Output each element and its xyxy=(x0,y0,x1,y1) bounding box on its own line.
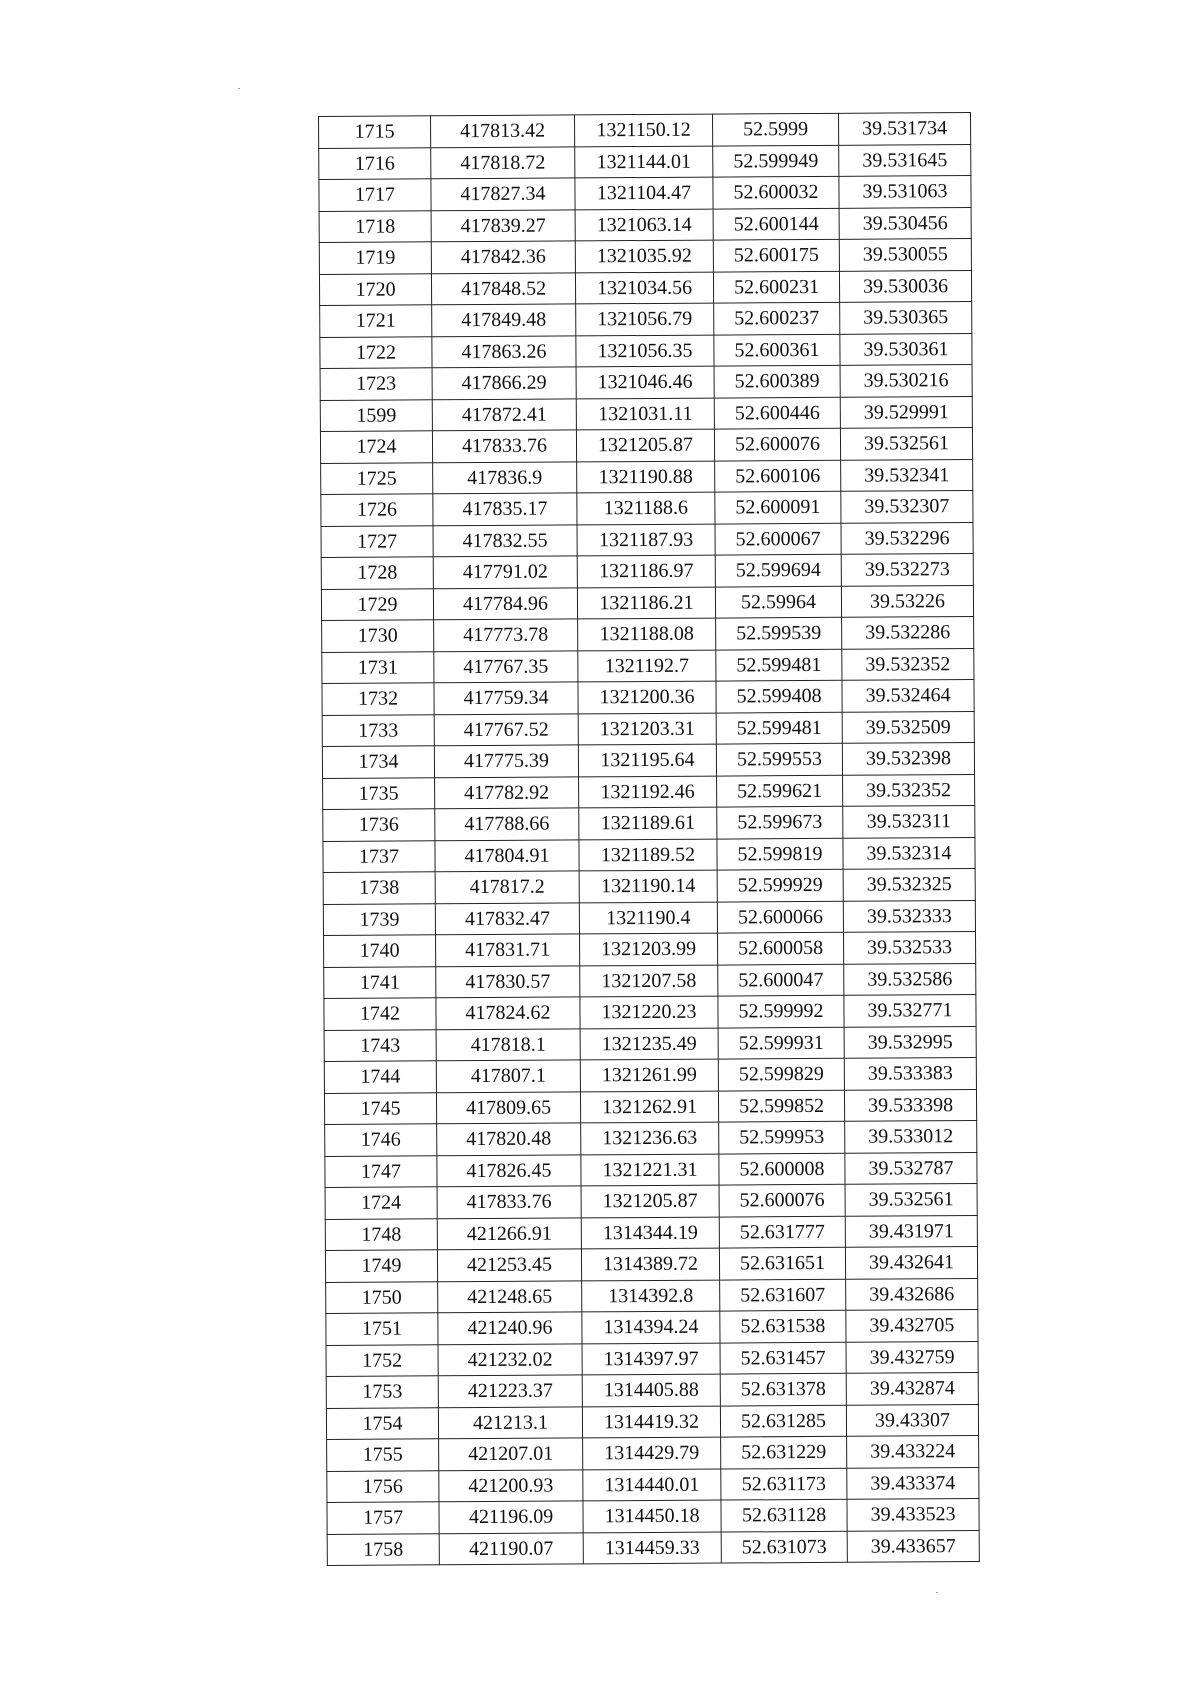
table-row xyxy=(323,774,975,809)
latitude-cell: 52.631229 xyxy=(721,1436,847,1468)
point-number-cell: 1754 xyxy=(326,1407,438,1439)
point-number-cell: 1752 xyxy=(326,1344,438,1376)
x-coordinate-cell: 421223.37 xyxy=(438,1375,582,1407)
point-number-cell: 1717 xyxy=(319,179,431,211)
table-row xyxy=(327,1498,979,1533)
x-coordinate-cell: 417830.57 xyxy=(436,965,580,997)
latitude-cell: 52.631285 xyxy=(720,1405,846,1437)
x-coordinate-cell: 417791.02 xyxy=(433,556,577,588)
table-row xyxy=(322,617,974,652)
point-number-cell: 1599 xyxy=(320,399,432,431)
x-coordinate-cell: 417782.92 xyxy=(435,776,579,808)
x-coordinate-cell: 417839.27 xyxy=(431,209,575,241)
point-number-cell: 1742 xyxy=(324,998,436,1030)
x-coordinate-cell: 417804.91 xyxy=(435,839,579,871)
y-coordinate-cell: 1314392.8 xyxy=(582,1280,720,1312)
latitude-cell: 52.631538 xyxy=(720,1310,846,1342)
longitude-cell: 39.532314 xyxy=(843,837,975,869)
longitude-cell: 39.533012 xyxy=(845,1120,977,1152)
x-coordinate-cell: 417807.1 xyxy=(436,1060,580,1092)
table-row xyxy=(321,585,973,620)
point-number-cell: 1716 xyxy=(319,147,431,179)
latitude-cell: 52.600389 xyxy=(714,365,840,397)
longitude-cell: 39.533398 xyxy=(844,1089,976,1121)
scan-speck xyxy=(936,1592,938,1593)
scan-speck xyxy=(238,88,240,89)
latitude-cell: 52.599621 xyxy=(717,775,843,807)
latitude-cell: 52.600076 xyxy=(719,1184,845,1216)
table-row xyxy=(319,176,971,211)
y-coordinate-cell: 1321188.08 xyxy=(578,618,716,650)
y-coordinate-cell: 1321200.36 xyxy=(578,681,716,713)
longitude-cell: 39.532307 xyxy=(841,491,973,523)
longitude-cell: 39.532273 xyxy=(841,554,973,586)
x-coordinate-cell: 417809.65 xyxy=(436,1091,580,1123)
y-coordinate-cell: 1321207.58 xyxy=(580,965,718,997)
x-coordinate-cell: 417767.52 xyxy=(434,713,578,745)
longitude-cell: 39.529991 xyxy=(840,396,972,428)
point-number-cell: 1727 xyxy=(321,525,433,557)
table-row xyxy=(320,365,972,400)
latitude-cell: 52.631651 xyxy=(719,1247,845,1279)
y-coordinate-cell: 1321144.01 xyxy=(575,146,713,178)
table-row xyxy=(323,837,975,872)
x-coordinate-cell: 417788.66 xyxy=(435,808,579,840)
x-coordinate-cell: 417842.36 xyxy=(431,241,575,273)
table-row xyxy=(324,1057,976,1092)
y-coordinate-cell: 1321262.91 xyxy=(580,1091,718,1123)
x-coordinate-cell: 421240.96 xyxy=(438,1312,582,1344)
y-coordinate-cell: 1321188.6 xyxy=(577,492,715,524)
longitude-cell: 39.531734 xyxy=(838,113,970,145)
y-coordinate-cell: 1321221.31 xyxy=(581,1154,719,1186)
point-number-cell: 1725 xyxy=(321,462,433,494)
longitude-cell: 39.533383 xyxy=(844,1057,976,1089)
longitude-cell: 39.433224 xyxy=(847,1435,979,1467)
x-coordinate-cell: 417767.35 xyxy=(434,650,578,682)
latitude-cell: 52.600047 xyxy=(718,964,844,996)
table-row xyxy=(319,144,971,179)
latitude-cell: 52.600237 xyxy=(714,302,840,334)
y-coordinate-cell: 1321063.14 xyxy=(575,209,713,241)
x-coordinate-cell: 417759.34 xyxy=(434,682,578,714)
x-coordinate-cell: 417866.29 xyxy=(432,367,576,399)
x-coordinate-cell: 417831.71 xyxy=(436,934,580,966)
longitude-cell: 39.532561 xyxy=(845,1183,977,1215)
coordinates-table-body xyxy=(319,113,980,1566)
x-coordinate-cell: 417813.42 xyxy=(431,115,575,147)
point-number-cell: 1757 xyxy=(327,1502,439,1534)
x-coordinate-cell: 421266.91 xyxy=(437,1217,581,1249)
table-row xyxy=(323,869,975,904)
point-number-cell: 1718 xyxy=(319,210,431,242)
point-number-cell: 1715 xyxy=(319,116,431,148)
point-number-cell: 1753 xyxy=(326,1376,438,1408)
latitude-cell: 52.600361 xyxy=(714,334,840,366)
table-row xyxy=(321,522,973,557)
table-row xyxy=(321,554,973,589)
table-row xyxy=(321,459,973,494)
point-number-cell: 1723 xyxy=(320,368,432,400)
longitude-cell: 39.532787 xyxy=(845,1152,977,1184)
longitude-cell: 39.532296 xyxy=(841,522,973,554)
y-coordinate-cell: 1314459.33 xyxy=(583,1532,721,1564)
y-coordinate-cell: 1321056.35 xyxy=(576,335,714,367)
longitude-cell: 39.532561 xyxy=(840,428,972,460)
y-coordinate-cell: 1321235.49 xyxy=(580,1028,718,1060)
x-coordinate-cell: 421190.07 xyxy=(439,1532,583,1564)
x-coordinate-cell: 417820.48 xyxy=(437,1123,581,1155)
x-coordinate-cell: 417833.76 xyxy=(437,1186,581,1218)
table-row xyxy=(320,428,972,463)
table-row xyxy=(319,207,971,242)
y-coordinate-cell: 1321189.61 xyxy=(579,807,717,839)
longitude-cell: 39.530216 xyxy=(840,365,972,397)
point-number-cell: 1731 xyxy=(322,651,434,683)
y-coordinate-cell: 1321192.46 xyxy=(579,776,717,808)
y-coordinate-cell: 1321203.31 xyxy=(578,713,716,745)
point-number-cell: 1741 xyxy=(324,966,436,998)
coordinates-table xyxy=(318,112,980,1566)
table-row xyxy=(326,1341,978,1376)
latitude-cell: 52.599931 xyxy=(718,1027,844,1059)
table-row xyxy=(319,239,971,274)
x-coordinate-cell: 417832.55 xyxy=(433,524,577,556)
y-coordinate-cell: 1314394.24 xyxy=(582,1311,720,1343)
latitude-cell: 52.631173 xyxy=(721,1468,847,1500)
table-row xyxy=(326,1404,978,1439)
x-coordinate-cell: 421200.93 xyxy=(439,1469,583,1501)
table-row xyxy=(320,396,972,431)
y-coordinate-cell: 1321046.46 xyxy=(576,366,714,398)
y-coordinate-cell: 1314405.88 xyxy=(582,1374,720,1406)
y-coordinate-cell: 1321192.7 xyxy=(578,650,716,682)
point-number-cell: 1720 xyxy=(319,273,431,305)
point-number-cell: 1745 xyxy=(324,1092,436,1124)
x-coordinate-cell: 417775.39 xyxy=(434,745,578,777)
longitude-cell: 39.53226 xyxy=(841,585,973,617)
longitude-cell: 39.530055 xyxy=(839,239,971,271)
longitude-cell: 39.532325 xyxy=(843,869,975,901)
x-coordinate-cell: 421207.01 xyxy=(439,1438,583,1470)
y-coordinate-cell: 1321031.11 xyxy=(576,398,714,430)
point-number-cell: 1724 xyxy=(325,1187,437,1219)
longitude-cell: 39.531645 xyxy=(839,144,971,176)
y-coordinate-cell: 1321205.87 xyxy=(576,429,714,461)
table-row xyxy=(322,743,974,778)
table-row xyxy=(320,302,972,337)
longitude-cell: 39.433657 xyxy=(847,1530,979,1562)
point-number-cell: 1721 xyxy=(320,305,432,337)
table-row xyxy=(325,1246,977,1281)
latitude-cell: 52.631378 xyxy=(720,1373,846,1405)
latitude-cell: 52.631128 xyxy=(721,1499,847,1531)
longitude-cell: 39.532341 xyxy=(841,459,973,491)
latitude-cell: 52.600008 xyxy=(719,1153,845,1185)
y-coordinate-cell: 1321190.88 xyxy=(577,461,715,493)
y-coordinate-cell: 1314397.97 xyxy=(582,1343,720,1375)
longitude-cell: 39.532398 xyxy=(842,743,974,775)
table-row xyxy=(325,1183,977,1218)
x-coordinate-cell: 417833.76 xyxy=(432,430,576,462)
table-row xyxy=(325,1120,977,1155)
longitude-cell: 39.432686 xyxy=(846,1278,978,1310)
x-coordinate-cell: 417836.9 xyxy=(433,461,577,493)
y-coordinate-cell: 1321203.99 xyxy=(580,933,718,965)
x-coordinate-cell: 417818.1 xyxy=(436,1028,580,1060)
table-row xyxy=(324,931,976,966)
point-number-cell: 1758 xyxy=(327,1533,439,1565)
table-row xyxy=(322,711,974,746)
table-row xyxy=(327,1467,979,1502)
y-coordinate-cell: 1321035.92 xyxy=(575,240,713,272)
point-number-cell: 1719 xyxy=(319,242,431,274)
latitude-cell: 52.600144 xyxy=(713,208,839,240)
y-coordinate-cell: 1321189.52 xyxy=(579,839,717,871)
latitude-cell: 52.599694 xyxy=(715,554,841,586)
longitude-cell: 39.532352 xyxy=(843,774,975,806)
longitude-cell: 39.532311 xyxy=(843,806,975,838)
latitude-cell: 52.600067 xyxy=(715,523,841,555)
x-coordinate-cell: 417827.34 xyxy=(431,178,575,210)
point-number-cell: 1743 xyxy=(324,1029,436,1061)
longitude-cell: 39.532333 xyxy=(843,900,975,932)
point-number-cell: 1748 xyxy=(325,1218,437,1250)
latitude-cell: 52.599829 xyxy=(718,1058,844,1090)
latitude-cell: 52.59964 xyxy=(715,586,841,618)
table-row xyxy=(325,1152,977,1187)
longitude-cell: 39.530456 xyxy=(839,207,971,239)
table-row xyxy=(326,1278,978,1313)
y-coordinate-cell: 1314389.72 xyxy=(581,1248,719,1280)
latitude-cell: 52.5999 xyxy=(712,113,838,145)
x-coordinate-cell: 417784.96 xyxy=(433,587,577,619)
longitude-cell: 39.530036 xyxy=(839,270,971,302)
y-coordinate-cell: 1321186.21 xyxy=(577,587,715,619)
latitude-cell: 52.600231 xyxy=(713,271,839,303)
longitude-cell: 39.532533 xyxy=(843,931,975,963)
y-coordinate-cell: 1321056.79 xyxy=(576,303,714,335)
y-coordinate-cell: 1321150.12 xyxy=(574,114,712,146)
x-coordinate-cell: 417835.17 xyxy=(433,493,577,525)
y-coordinate-cell: 1321236.63 xyxy=(581,1122,719,1154)
longitude-cell: 39.532771 xyxy=(844,994,976,1026)
table-row xyxy=(326,1372,978,1407)
table-row xyxy=(324,994,976,1029)
longitude-cell: 39.431971 xyxy=(845,1215,977,1247)
latitude-cell: 52.631777 xyxy=(719,1216,845,1248)
x-coordinate-cell: 421196.09 xyxy=(439,1501,583,1533)
point-number-cell: 1732 xyxy=(322,683,434,715)
point-number-cell: 1747 xyxy=(325,1155,437,1187)
latitude-cell: 52.631607 xyxy=(720,1279,846,1311)
point-number-cell: 1722 xyxy=(320,336,432,368)
x-coordinate-cell: 421232.02 xyxy=(438,1343,582,1375)
y-coordinate-cell: 1314419.32 xyxy=(582,1406,720,1438)
x-coordinate-cell: 417849.48 xyxy=(432,304,576,336)
longitude-cell: 39.532586 xyxy=(844,963,976,995)
y-coordinate-cell: 1321190.4 xyxy=(579,902,717,934)
point-number-cell: 1739 xyxy=(323,903,435,935)
point-number-cell: 1724 xyxy=(320,431,432,463)
y-coordinate-cell: 1314440.01 xyxy=(583,1469,721,1501)
point-number-cell: 1746 xyxy=(325,1124,437,1156)
table-row xyxy=(319,113,971,148)
table-row xyxy=(321,491,973,526)
y-coordinate-cell: 1321187.93 xyxy=(577,524,715,556)
point-number-cell: 1749 xyxy=(325,1250,437,1282)
x-coordinate-cell: 421248.65 xyxy=(438,1280,582,1312)
table-row xyxy=(323,900,975,935)
table-row xyxy=(324,1089,976,1124)
point-number-cell: 1755 xyxy=(327,1439,439,1471)
latitude-cell: 52.631457 xyxy=(720,1342,846,1374)
x-coordinate-cell: 421253.45 xyxy=(437,1249,581,1281)
y-coordinate-cell: 1321205.87 xyxy=(581,1185,719,1217)
point-number-cell: 1736 xyxy=(323,809,435,841)
table-row xyxy=(324,963,976,998)
x-coordinate-cell: 417773.78 xyxy=(434,619,578,651)
longitude-cell: 39.432759 xyxy=(846,1341,978,1373)
x-coordinate-cell: 417848.52 xyxy=(431,272,575,304)
table-row xyxy=(323,806,975,841)
latitude-cell: 52.599929 xyxy=(717,869,843,901)
longitude-cell: 39.433523 xyxy=(847,1498,979,1530)
point-number-cell: 1726 xyxy=(321,494,433,526)
longitude-cell: 39.532352 xyxy=(842,648,974,680)
point-number-cell: 1730 xyxy=(322,620,434,652)
point-number-cell: 1729 xyxy=(321,588,433,620)
longitude-cell: 39.432705 xyxy=(846,1309,978,1341)
point-number-cell: 1733 xyxy=(322,714,434,746)
y-coordinate-cell: 1321261.99 xyxy=(580,1059,718,1091)
latitude-cell: 52.599949 xyxy=(713,145,839,177)
latitude-cell: 52.600091 xyxy=(715,491,841,523)
y-coordinate-cell: 1321195.64 xyxy=(578,744,716,776)
y-coordinate-cell: 1321034.56 xyxy=(575,272,713,304)
y-coordinate-cell: 1321186.97 xyxy=(577,555,715,587)
latitude-cell: 52.599852 xyxy=(718,1090,844,1122)
latitude-cell: 52.600066 xyxy=(717,901,843,933)
longitude-cell: 39.530361 xyxy=(840,333,972,365)
x-coordinate-cell: 417818.72 xyxy=(431,146,575,178)
point-number-cell: 1734 xyxy=(322,746,434,778)
table-row xyxy=(322,680,974,715)
point-number-cell: 1750 xyxy=(326,1281,438,1313)
table-row xyxy=(326,1309,978,1344)
y-coordinate-cell: 1314450.18 xyxy=(583,1500,721,1532)
latitude-cell: 52.599539 xyxy=(716,617,842,649)
latitude-cell: 52.600032 xyxy=(713,176,839,208)
x-coordinate-cell: 417826.45 xyxy=(437,1154,581,1186)
table-row xyxy=(324,1026,976,1061)
table-row xyxy=(325,1215,977,1250)
y-coordinate-cell: 1321220.23 xyxy=(580,996,718,1028)
point-number-cell: 1751 xyxy=(326,1313,438,1345)
latitude-cell: 52.599992 xyxy=(718,995,844,1027)
latitude-cell: 52.599553 xyxy=(716,743,842,775)
table-row xyxy=(327,1435,979,1470)
longitude-cell: 39.531063 xyxy=(839,176,971,208)
y-coordinate-cell: 1321104.47 xyxy=(575,177,713,209)
latitude-cell: 52.600106 xyxy=(715,460,841,492)
point-number-cell: 1756 xyxy=(327,1470,439,1502)
x-coordinate-cell: 417824.62 xyxy=(436,997,580,1029)
latitude-cell: 52.599819 xyxy=(717,838,843,870)
x-coordinate-cell: 417863.26 xyxy=(432,335,576,367)
longitude-cell: 39.532509 xyxy=(842,711,974,743)
latitude-cell: 52.631073 xyxy=(721,1531,847,1563)
x-coordinate-cell: 417817.2 xyxy=(435,871,579,903)
latitude-cell: 52.600446 xyxy=(714,397,840,429)
x-coordinate-cell: 421213.1 xyxy=(438,1406,582,1438)
longitude-cell: 39.532995 xyxy=(844,1026,976,1058)
latitude-cell: 52.600076 xyxy=(714,428,840,460)
latitude-cell: 52.599481 xyxy=(716,712,842,744)
table-row xyxy=(327,1530,979,1565)
table-row xyxy=(322,648,974,683)
point-number-cell: 1738 xyxy=(323,872,435,904)
point-number-cell: 1735 xyxy=(323,777,435,809)
longitude-cell: 39.432641 xyxy=(845,1246,977,1278)
longitude-cell: 39.532464 xyxy=(842,680,974,712)
point-number-cell: 1737 xyxy=(323,840,435,872)
table-row xyxy=(320,333,972,368)
latitude-cell: 52.599673 xyxy=(717,806,843,838)
longitude-cell: 39.433374 xyxy=(847,1467,979,1499)
x-coordinate-cell: 417832.47 xyxy=(435,902,579,934)
longitude-cell: 39.532286 xyxy=(842,617,974,649)
latitude-cell: 52.599481 xyxy=(716,649,842,681)
point-number-cell: 1728 xyxy=(321,557,433,589)
y-coordinate-cell: 1321190.14 xyxy=(579,870,717,902)
latitude-cell: 52.599953 xyxy=(719,1121,845,1153)
longitude-cell: 39.530365 xyxy=(840,302,972,334)
latitude-cell: 52.599408 xyxy=(716,680,842,712)
point-number-cell: 1740 xyxy=(324,935,436,967)
latitude-cell: 52.600175 xyxy=(713,239,839,271)
x-coordinate-cell: 417872.41 xyxy=(432,398,576,430)
y-coordinate-cell: 1314429.79 xyxy=(583,1437,721,1469)
y-coordinate-cell: 1314344.19 xyxy=(581,1217,719,1249)
table-row xyxy=(319,270,971,305)
latitude-cell: 52.600058 xyxy=(717,932,843,964)
longitude-cell: 39.432874 xyxy=(846,1372,978,1404)
point-number-cell: 1744 xyxy=(324,1061,436,1093)
longitude-cell: 39.43307 xyxy=(846,1404,978,1436)
